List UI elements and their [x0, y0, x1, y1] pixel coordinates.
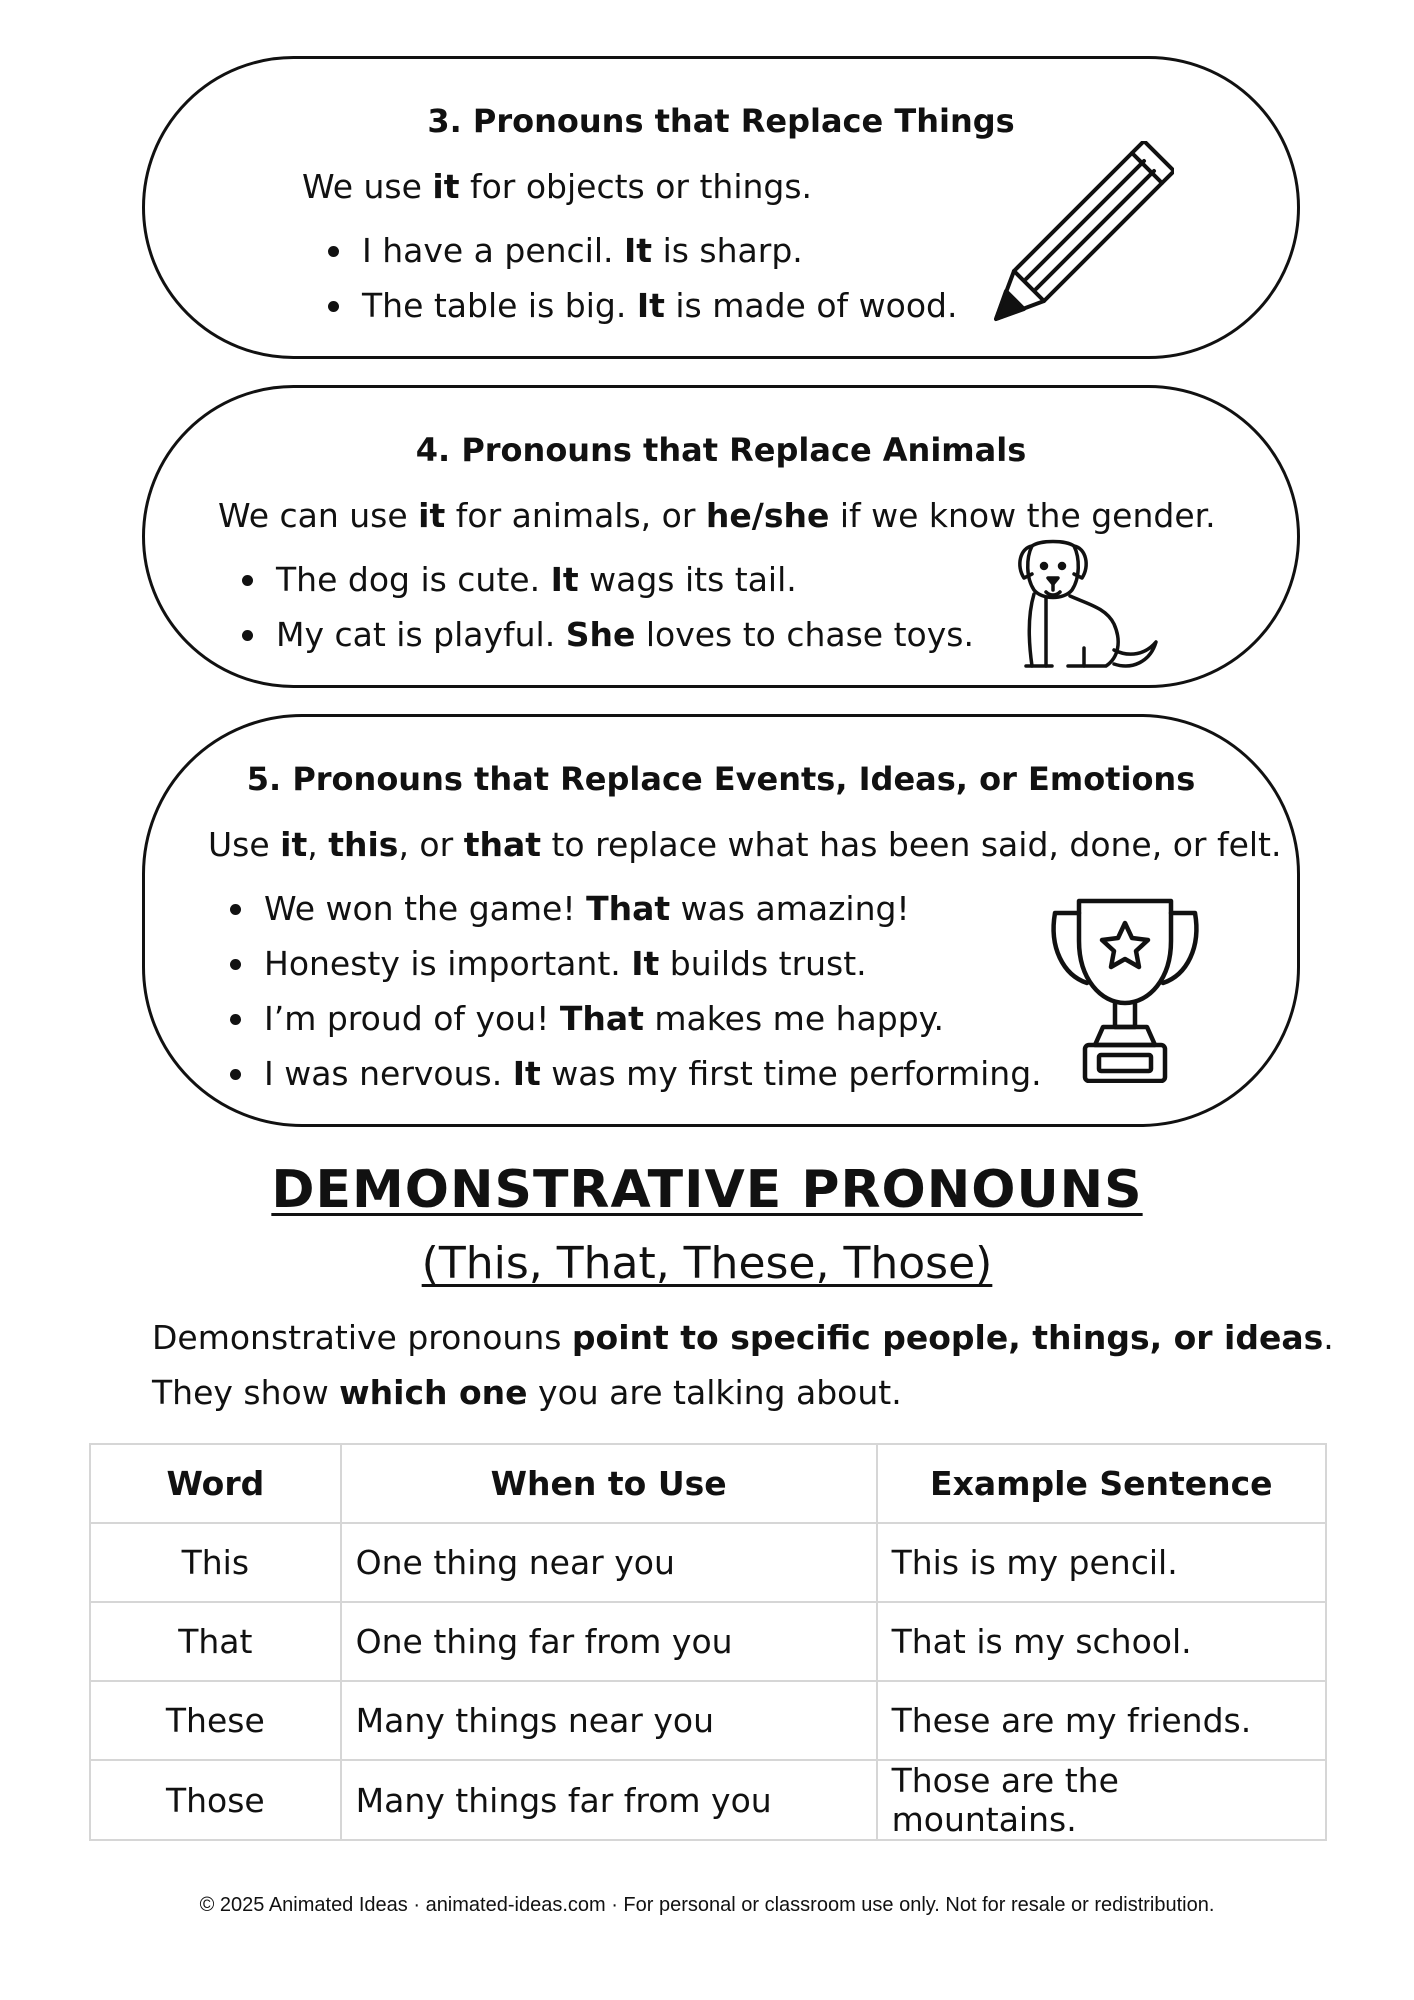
description-line-2: They show which one you are talking about. — [152, 1373, 902, 1412]
table-cell: Those — [90, 1760, 341, 1840]
table-row — [90, 1602, 1326, 1681]
list-item: I’m proud of you! That makes me happy. — [230, 991, 1042, 1046]
dog-icon — [1010, 538, 1160, 673]
section-title: 5. Pronouns that Replace Events, Ideas, or Emotions — [246, 760, 1196, 798]
column-header: When to Use — [341, 1444, 877, 1523]
demonstrative-table — [89, 1443, 1327, 1841]
page-heading: DEMONSTRATIVE PRONOUNS — [271, 1160, 1143, 1220]
table-row — [90, 1760, 1326, 1840]
section-intro: We can use it for animals, or he/she if we know the gender. — [218, 496, 1216, 535]
table-cell: That is my school. — [877, 1602, 1326, 1681]
column-header: Example Sentence — [877, 1444, 1326, 1523]
example-list — [230, 881, 1042, 1101]
list-item: I was nervous. It was my first time performing. — [230, 1046, 1042, 1101]
table-cell: These — [90, 1681, 341, 1760]
trophy-icon — [1045, 895, 1205, 1083]
table-cell: Those are the mountains. — [877, 1760, 1326, 1840]
section-title: 4. Pronouns that Replace Animals — [415, 431, 1027, 469]
table-cell: This — [90, 1523, 341, 1602]
table-cell: These are my friends. — [877, 1681, 1326, 1760]
table-row — [90, 1681, 1326, 1760]
table-cell: This is my pencil. — [877, 1523, 1326, 1602]
list-item: We won the game! That was amazing! — [230, 881, 1042, 936]
column-header: Word — [90, 1444, 341, 1523]
section-card-things — [142, 56, 1300, 359]
example-list — [242, 552, 974, 662]
list-item: The dog is cute. It wags its tail. — [242, 552, 974, 607]
list-item: My cat is playful. She loves to chase toys. — [242, 607, 974, 662]
table-header-row — [90, 1444, 1326, 1523]
pencil-icon — [984, 141, 1174, 331]
example-list — [328, 223, 957, 333]
table-cell: Many things far from you — [341, 1760, 877, 1840]
list-item: The table is big. It is made of wood. — [328, 278, 957, 333]
copyright-footer: © 2025 Animated Ideas · animated-ideas.com · For personal or classroom use only. Not for resale or redistribution. — [199, 1894, 1215, 1916]
table-cell: One thing far from you — [341, 1602, 877, 1681]
section-intro: We use it for objects or things. — [302, 167, 813, 206]
section-card-animals — [142, 385, 1300, 688]
section-card-events — [142, 714, 1300, 1127]
page-subheading: (This, That, These, Those) — [421, 1238, 993, 1289]
section-intro: Use it, this, or that to replace what has been said, done, or felt. — [208, 825, 1282, 864]
table-cell: That — [90, 1602, 341, 1681]
table-cell: Many things near you — [341, 1681, 877, 1760]
table-cell: One thing near you — [341, 1523, 877, 1602]
list-item: I have a pencil. It is sharp. — [328, 223, 957, 278]
section-title: 3. Pronouns that Replace Things — [427, 102, 1015, 140]
description-line-1: Demonstrative pronouns point to specific people, things, or ideas. — [152, 1318, 1334, 1357]
list-item: Honesty is important. It builds trust. — [230, 936, 1042, 991]
table-row — [90, 1523, 1326, 1602]
